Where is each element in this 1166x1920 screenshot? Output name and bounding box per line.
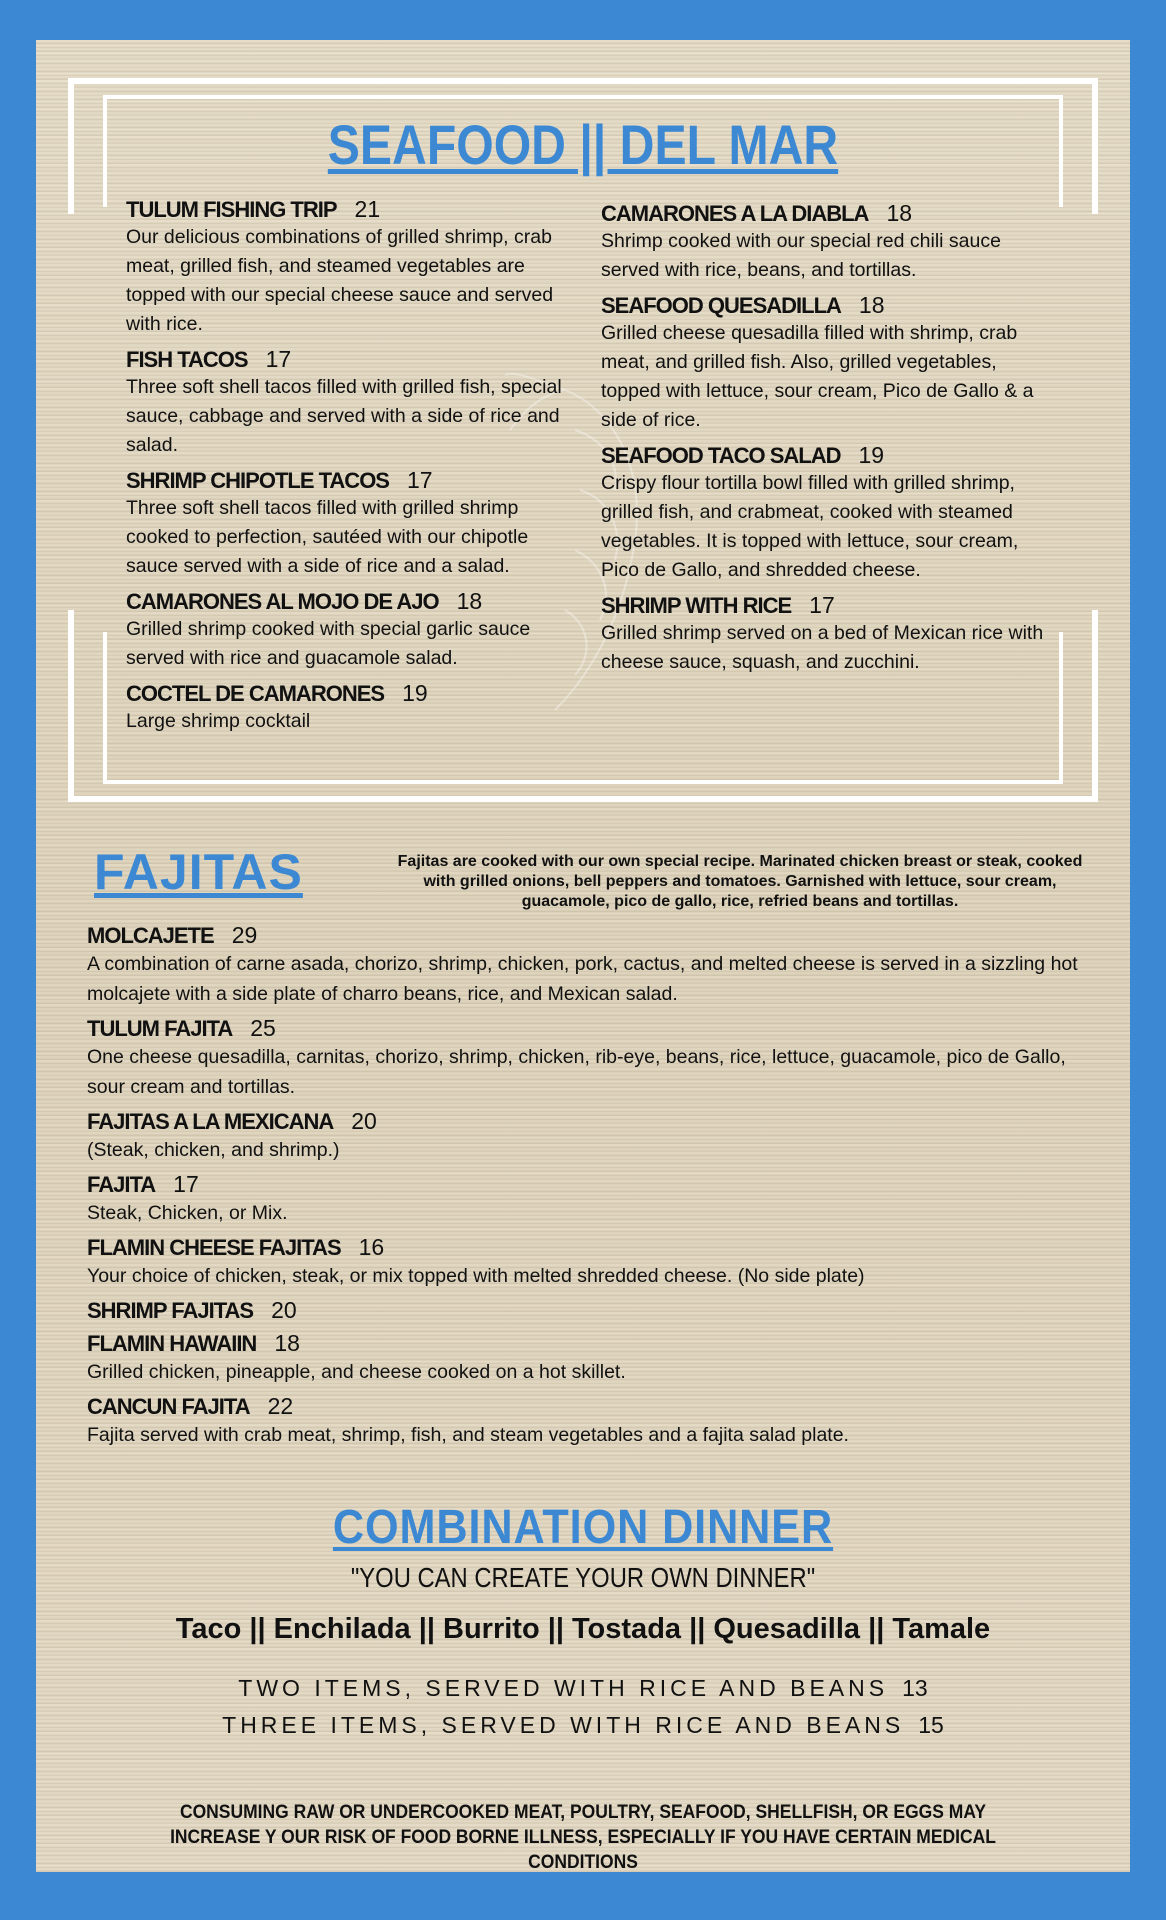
menu-item	[126, 588, 566, 673]
menu-item-price: 18	[886, 200, 913, 226]
three-items-price: 15	[918, 1712, 944, 1738]
frame-inner-bottom	[103, 780, 1063, 784]
menu-item	[601, 592, 1051, 677]
menu-item-description: Grilled cheese quesadilla filled with shrimp, crab meat, and grilled fish. Also, grilled vegetables, topped with lettuce, sour cream, Pico de Gallo & a side of rice.	[601, 322, 1034, 431]
combination-two-items	[0, 1675, 1166, 1702]
combination-three-items	[0, 1712, 1166, 1739]
menu-item-price: 17	[406, 467, 433, 493]
menu-item-header	[126, 588, 566, 615]
fajitas-note: Fajitas are cooked with our own special recipe. Marinated chicken breast or steak, cooked with grilled onions, bell peppers and tomatoes. Garnished with lettuce, sour cream, guacamole, pico de gallo, rice, refried beans and tortillas.	[397, 853, 1083, 910]
menu-item	[87, 1234, 1087, 1291]
menu-item-name: SHRIMP FAJITAS	[87, 1298, 254, 1323]
menu-item	[601, 292, 1051, 435]
menu-item-header	[87, 1108, 1087, 1135]
menu-item-price: 17	[265, 346, 292, 372]
menu-item-header	[601, 200, 1051, 227]
menu-item	[126, 346, 566, 460]
menu-item-price: 16	[358, 1234, 385, 1260]
menu-item-header	[601, 442, 1051, 469]
menu-item	[126, 196, 566, 339]
menu-item-name: FISH TACOS	[126, 347, 248, 372]
menu-item-description: Our delicious combinations of grilled shrimp, crab meat, grilled fish, and steamed vegetables are topped with our special cheese sauce and served with rice.	[126, 226, 554, 335]
menu-item-price: 18	[858, 292, 885, 318]
combination-options: Taco || Enchilada || Burrito || Tostada || Quesadilla || Tamale	[175, 1613, 991, 1645]
menu-item-price: 18	[274, 1330, 300, 1356]
fajitas-title: FAJITAS	[94, 844, 303, 900]
frame-outer-right-top	[1092, 78, 1098, 214]
menu-item-description: (Steak, chicken, and shrimp.)	[87, 1139, 340, 1161]
frame-outer-top	[68, 78, 1098, 84]
menu-item-name: SEAFOOD TACO SALAD	[601, 443, 841, 468]
menu-item-name: SEAFOOD QUESADILLA	[601, 293, 841, 318]
menu-item-header	[87, 1393, 1087, 1420]
menu-item-description: Grilled shrimp served on a bed of Mexican rice with cheese sauce, squash, and zucchini.	[601, 622, 1044, 673]
frame-inner-top	[103, 95, 1063, 99]
menu-item-description: Steak, Chicken, or Mix.	[87, 1202, 288, 1224]
menu-item-header	[87, 1171, 1087, 1198]
menu-item-name: FAJITAS A LA MEXICANA	[87, 1109, 334, 1134]
menu-item-name: MOLCAJETE	[87, 923, 214, 948]
menu-item-name: COCTEL DE CAMARONES	[126, 681, 385, 706]
menu-item-description: Shrimp cooked with our special red chili sauce served with rice, beans, and tortillas.	[601, 230, 1001, 281]
menu-item-price: 19	[402, 680, 428, 706]
menu-item	[126, 467, 566, 581]
seafood-right-column	[601, 200, 1051, 684]
menu-item-description: Grilled chicken, pineapple, and cheese cooked on a hot skillet.	[87, 1361, 626, 1383]
menu-item-header	[87, 1015, 1087, 1042]
combination-subtitle: "YOU CAN CREATE YOUR OWN DINNER"	[350, 1562, 816, 1593]
menu-item-name: CANCUN FAJITA	[87, 1394, 250, 1419]
menu-item-header	[126, 467, 566, 494]
menu-item	[87, 1171, 1087, 1228]
menu-item-price: 21	[354, 196, 381, 222]
menu-item-price: 25	[250, 1015, 276, 1041]
menu-item-name: TULUM FISHING TRIP	[126, 197, 337, 222]
frame-outer-left-bottom	[68, 610, 74, 802]
menu-item	[601, 442, 1051, 585]
menu-item-name: TULUM FAJITA	[87, 1016, 233, 1041]
menu-item-price: 20	[351, 1108, 377, 1134]
menu-item-header	[126, 346, 566, 373]
frame-inner-right-bottom	[1059, 632, 1063, 784]
menu-item-name: CAMARONES A LA DIABLA	[601, 201, 869, 226]
menu-item-name: FLAMIN HAWAIIN	[87, 1331, 257, 1356]
seafood-left-column	[126, 196, 566, 743]
menu-item	[87, 1015, 1087, 1102]
menu-item	[87, 1393, 1087, 1450]
menu-item-header	[87, 922, 1087, 949]
menu-item-header	[126, 196, 566, 223]
three-items-label: THREE ITEMS, SERVED WITH RICE AND BEANS	[222, 1712, 905, 1738]
menu-item-name: CAMARONES AL MOJO DE AJO	[126, 589, 439, 614]
menu-item-name: SHRIMP WITH RICE	[601, 593, 792, 618]
consumer-warning: CONSUMING RAW OR UNDERCOOKED MEAT, POULTRY, SEAFOOD, SHELLFISH, OR EGGS MAY INCREASE Y OUR RISK OF FOOD BORNE ILLNESS, ESPECIALLY IF YOU HAVE CERTAIN MEDICAL CONDITIONS	[170, 1802, 996, 1873]
menu-item-description: Three soft shell tacos filled with grilled shrimp cooked to perfection, sautéed with our chipotle sauce served with a side of rice and a salad.	[126, 497, 529, 577]
frame-inner-left-bottom	[103, 632, 107, 784]
menu-item-price: 20	[271, 1297, 297, 1323]
menu-item	[87, 1330, 1087, 1387]
menu-item	[87, 1297, 1087, 1324]
frame-outer-left-top	[68, 78, 74, 214]
menu-item-description: Grilled shrimp cooked with special garlic sauce served with rice and guacamole salad.	[126, 618, 531, 669]
menu-item-description: One cheese quesadilla, carnitas, chorizo, shrimp, chicken, rib-eye, beans, rice, lettuce, guacamole, pico de Gallo, sour cream and tortillas.	[87, 1046, 1066, 1098]
menu-item-description: Your choice of chicken, steak, or mix topped with melted shredded cheese. (No side plate)	[87, 1265, 865, 1287]
menu-item	[87, 1108, 1087, 1165]
frame-outer-bottom	[68, 796, 1098, 802]
menu-item-price: 18	[456, 588, 483, 614]
menu-item-header	[601, 592, 1051, 619]
menu-item-description: A combination of carne asada, chorizo, shrimp, chicken, pork, cactus, and melted cheese is served in a sizzling hot molcajete with a side plate of charro beans, rice, and Mexican salad.	[87, 953, 1078, 1005]
combination-title: COMBINATION DINNER	[332, 1501, 834, 1554]
menu-item-name: FLAMIN CHEESE FAJITAS	[87, 1235, 341, 1260]
menu-item	[87, 922, 1087, 1009]
menu-item-description: Crispy flour tortilla bowl filled with grilled shrimp, grilled fish, and crabmeat, cooked with steamed vegetables. It is topped with lettuce, sour cream, Pico de Gallo, and shredded cheese.	[601, 472, 1019, 581]
menu-item-price: 22	[267, 1393, 294, 1419]
frame-outer-right-bottom	[1092, 610, 1098, 802]
menu-item-price: 29	[231, 922, 258, 948]
menu-item-description: Three soft shell tacos filled with grilled fish, special sauce, cabbage and served with a side of rice and salad.	[126, 376, 562, 456]
menu-item-price: 19	[858, 442, 885, 468]
menu-item-price: 17	[809, 592, 835, 618]
menu-item-name: FAJITA	[87, 1172, 156, 1197]
menu-item-header	[126, 680, 566, 707]
menu-item	[601, 200, 1051, 285]
menu-item-header	[601, 292, 1051, 319]
menu-item-description: Large shrimp cocktail	[126, 710, 311, 732]
menu-item-header	[87, 1297, 1087, 1324]
fajitas-list	[87, 922, 1087, 1456]
menu-item-name: SHRIMP CHIPOTLE TACOS	[126, 468, 389, 493]
menu-item-header	[87, 1234, 1087, 1261]
seafood-title: SEAFOOD || DEL MAR	[327, 113, 839, 176]
two-items-price: 13	[902, 1675, 928, 1701]
two-items-label: TWO ITEMS, SERVED WITH RICE AND BEANS	[238, 1675, 889, 1701]
menu-item-description: Fajita served with crab meat, shrimp, fish, and steam vegetables and a fajita salad plate.	[87, 1424, 849, 1446]
menu-item-price: 17	[173, 1171, 199, 1197]
menu-item	[126, 680, 566, 736]
menu-item-header	[87, 1330, 1087, 1357]
